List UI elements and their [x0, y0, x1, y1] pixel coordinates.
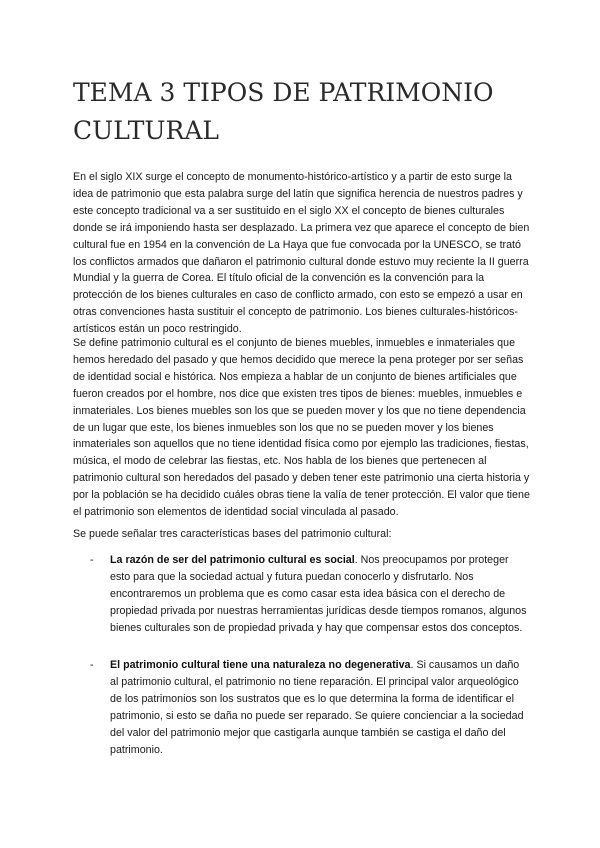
- characteristics-list-continued: [90, 657, 530, 758]
- paragraph-history: En el siglo XIX surge el concepto de monumento-histórico-artístico y a partir de esto surge la idea de patrimonio que esta palabra surge del latín que significa herencia de nuestros padres y este concepto tradicional va a ser sustituido en el siglo XX el concepto de bienes culturales donde se irá imponiendo hasta ser desplazado. La primera vez que aparece el concepto de bien cultural fue en 1954 en la convención de La Haya que fue convocada por la UNESCO, se trató los conflictos armados que dañaron el patrimonio cultural donde estuvo muy reciente la II guerra Mundial y la guerra de Corea. El título oficial de la convención es la convención para la protección de los bienes culturales en caso de conflicto armado, con esto se empezó a usar en otras convenciones hasta sustituir el concepto de patrimonio. Los bienes culturales-históricos-artísticos están un poco restringido.: [73, 171, 530, 336]
- page-title: TEMA 3 TIPOS DE PATRIMONIO CULTURAL: [73, 78, 494, 145]
- list-item-text: . Si causamos un daño al patrimonio cultural, el patrimonio no tiene reparación. El principal valor arqueológico de los patrimonios son los sustratos que es lo que determina la forma de identificar el patrimonio, si esto se daña no puede ser reparado. Se quiere concienciar a la sociedad del valor del patrimonio mejor que castigarla aunque también se castiga el daño del patrimonio.: [110, 659, 524, 756]
- list-bullet: -: [90, 659, 94, 671]
- paragraph-definition: Se define patrimonio cultural es el conjunto de bienes muebles, inmuebles e inmateriales que hemos heredado del pasado y que hemos decidido que merece la pena proteger por ser señas de identidad social e histórica. Nos empieza a hablar de un conjunto de bienes artificiales que fueron creados por el hombre, nos dice que existen tres tipos de bienes: muebles, inmuebles e inmateriales. Los bienes muebles son los que se pueden mover y los que no tiene dependencia de un lugar que este, los bienes inmuebles son los que no se pueden mover y los bienes inmateriales son aquellos que no tiene identidad física como por ejemplo las tradiciones, fiestas, música, el modo de celebrar las fiestas, etc. Nos habla de los bienes que pertenecen al patrimonio cultural son heredados del pasado y deben tener este patrimonio una cierta historia y por la población se ha decidido cuáles obras tiene la valía de tener protección. El valor que tiene el patrimonio son elementos de identidad social vinculada al pasado.: [73, 337, 530, 519]
- list-item-heading: El patrimonio cultural tiene una naturaleza no degenerativa: [110, 659, 411, 671]
- list-item-heading: La razón de ser del patrimonio cultural es social: [110, 554, 355, 566]
- list-item: [90, 552, 530, 637]
- list-item-text: . Nos preocupamos por proteger esto para que la sociedad actual y futura puedan conocerlo y disfrutarlo. Nos encontraremos un problema que es como casar esta idea básica con el derecho de propiedad privada por nuestras herramientas jurídicas desde tiempos romanos, algunos bienes culturales son de propiedad privada y hay que compensar estos dos conceptos.: [110, 554, 527, 634]
- characteristics-list: [90, 552, 530, 637]
- paragraph-characteristics-intro: Se puede señalar tres características bases del patrimonio cultural:: [73, 528, 392, 540]
- list-bullet: -: [90, 554, 94, 566]
- list-item: [90, 657, 530, 758]
